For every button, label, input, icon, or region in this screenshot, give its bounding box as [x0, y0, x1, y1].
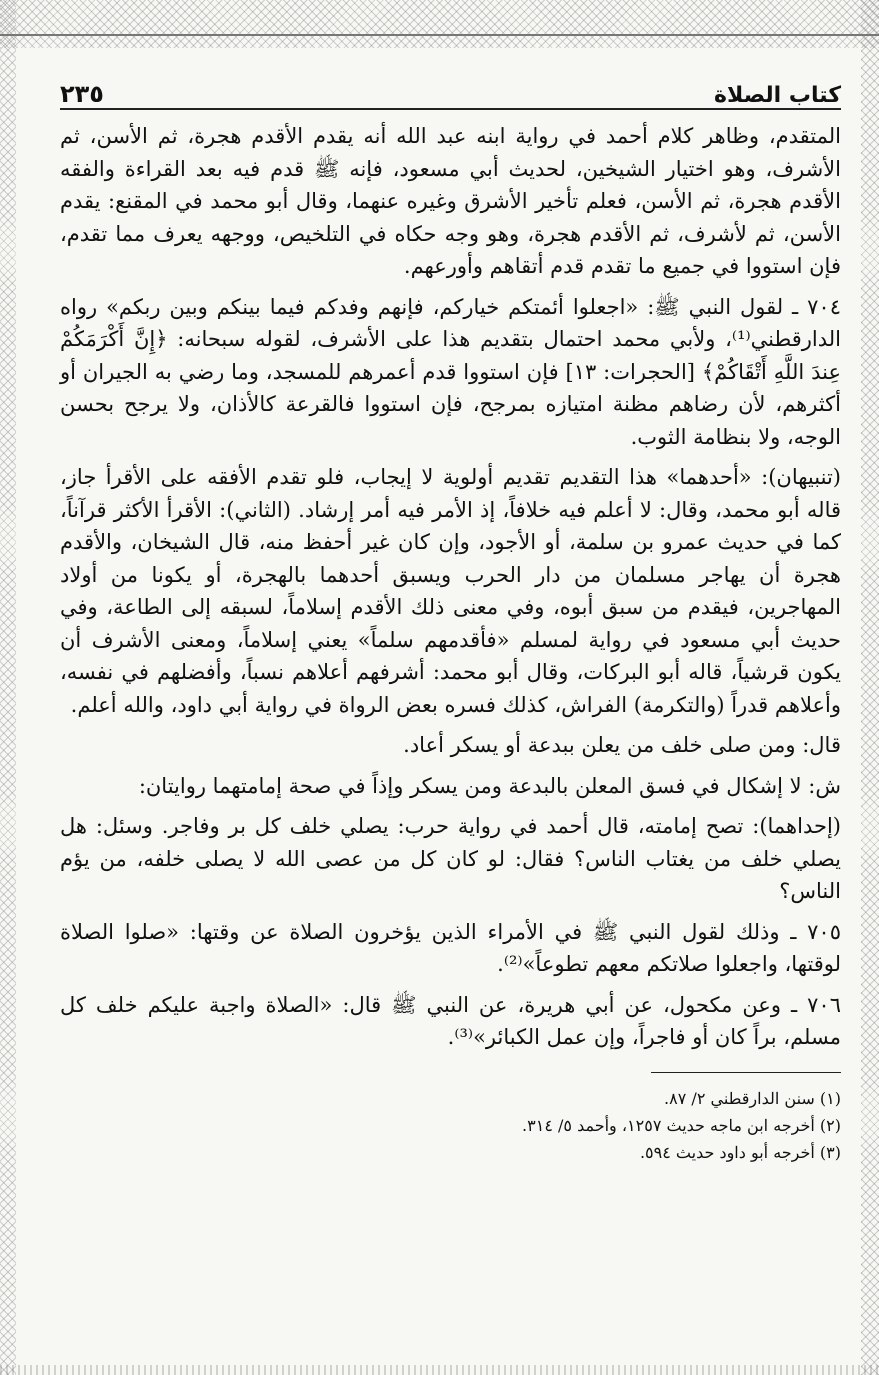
paragraph-hadith-704: ٧٠٤ ـ لقول النبي ﷺ: «اجعلوا أئمتكم خياركم، فإنهم وفدكم فيما بينكم وبين ربكم» رواه الدارقطني⁽¹⁾، ولأبي محمد احتمال بتقديم هذا على الأشرف، لقوله سبحانه: ﴿إِنَّ أَكْرَمَكُمْ عِندَ اللَّهِ أَتْقَاكُمْ﴾ [الحجرات: ١٣] فإن استووا قدم أعمرهم للمسجد، وما رضي به الجيران أو أكثرهم، لأن رضاهم مظنة امتيازه بمرجح، فإن استووا فالقرعة كالأذان، ولا يرجح بحسن الوجه، ولا بنظامة الثوب.	[60, 294, 841, 449]
footnote-2: (٢) أخرجه ابن ماجه حديث ١٢٥٧، وأحمد ٥/ ٣١٤.	[522, 1115, 841, 1135]
decorative-border-left	[0, 0, 16, 1375]
decorative-border-bottom	[0, 1365, 879, 1375]
paragraph-intro: المتقدم، وظاهر كلام أحمد في رواية ابنه عبد الله أنه يقدم الأقدم هجرة، ثم الأسن، ثم الأشرف، وهو اختيار الشيخين، لحديث أبي مسعود، فإنه ﷺ قدم فيه بعد القراءة والفقه الأقدم هجرة، ثم الأسن، فعلم تأخير الأشرق وغيره عنهما، وقال أبو محمد في المقنع: يقدم الأسن، ثم لأشرف، ثم الأقدم هجرة، وهو وجه حكاه في التلخيص، ووجهه يعرف مما تقدم، فإن استووا في جميع ما تقدم قدم أتقاهم وأورعهم.	[60, 124, 841, 278]
page-header	[60, 70, 841, 110]
paragraph-sharh: ش: لا إشكال في فسق المعلن بالبدعة ومن يسكر وإذاً في صحة إمامتهما روايتان:	[138, 773, 841, 798]
footnotes	[60, 1085, 841, 1166]
paragraph-notes: (تنبيهان): «أحدهما» هذا التقديم تقديم أولوية لا إيجاب، فلو تقدم الأفقه على الأقرأ جاز، قاله أبو محمد، وقال: لا أعلم فيه خلافاً، إذ الأمر فيه أمر إرشاد. (الثاني): الأقرأ الأكثر قرآناً، كما في حديث عمرو بن سلمة، أو الأجود، وإن كان غير أحفظ منه، قال الشيخان، والأقدم هجرة أن يهاجر مسلمان من دار الحرب ويسبق أحدهما بالهجرة، أو يكونا من أولاد المهاجرين، فيقدم من سبق أبوه، وفي معنى ذلك الأقدم إسلاماً، لسبقه إلى الطاعة، وفي حديث أبي مسعود في رواية لمسلم «فأقدمهم سلماً» يعني إسلاماً، ومعنى الأشرف أن يكون قرشياً، قاله أبو البركات، وقال أبو محمد: أشرفهم أعلاهم نسباً، وأفضلهم في نفسه، وأعلاهم قدراً (والتكرمة) الفراش، كذلك فسره بعض الرواة في رواية أبي داود، والله أعلم.	[60, 465, 841, 717]
running-title: كتاب الصلاة	[714, 83, 841, 108]
paragraph-matn: قال: ومن صلى خلف من يعلن ببدعة أو يسكر أعاد.	[403, 733, 841, 757]
paragraph-hadith-705: ٧٠٥ ـ وذلك لقول النبي ﷺ في الأمراء الذين يؤخرون الصلاة عن وقتها: «صلوا الصلاة لوقتها، واجعلوا صلاتكم معهم تطوعاً»⁽²⁾.	[60, 919, 841, 976]
page-body	[60, 120, 841, 1054]
footnote-1: (١) سنن الدارقطني ٢/ ٨٧.	[664, 1088, 841, 1108]
decorative-border-top	[0, 0, 879, 48]
book-page	[60, 70, 841, 1166]
decorative-border-right	[861, 0, 879, 1375]
paragraph-hadith-706: ٧٠٦ ـ وعن مكحول، عن أبي هريرة، عن النبي ﷺ قال: «الصلاة واجبة عليكم خلف كل مسلم، براً كان أو فاجراً، وإن عمل الكبائر»⁽³⁾.	[60, 992, 841, 1049]
paragraph-first-narration: (إحداهما): تصح إمامته، قال أحمد في رواية حرب: يصلي خلف كل بر وفاجر. وسئل: هل يصلي خلف من يغتاب الناس؟ فقال: لو كان كل من عصى الله لا يصلى خلفه، من يؤم الناس؟	[60, 814, 841, 903]
footnote-3: (٣) أخرجه أبو داود حديث ٥٩٤.	[639, 1142, 841, 1162]
page-number: ٢٣٥	[60, 80, 104, 108]
footnote-divider	[651, 1072, 841, 1073]
